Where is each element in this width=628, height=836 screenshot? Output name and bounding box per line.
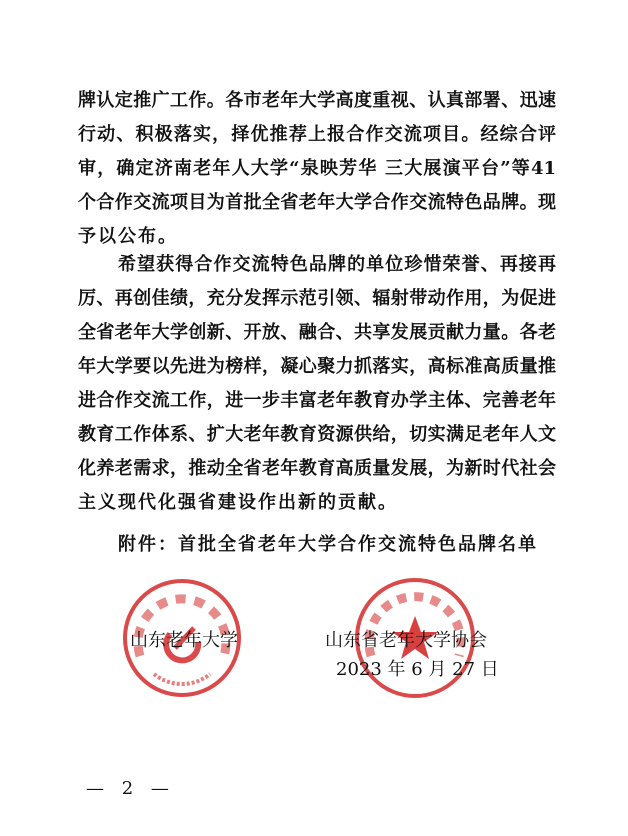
paragraph-2-line-3: 全省老年大学创新、开放、融合、共享发展贡献力量。各老 [78, 322, 556, 343]
paragraph-2-line-4: 年大学要以先进为榜样，凝心聚力抓落实，高标准高质量推 [78, 356, 556, 377]
page-number: — 2 — [86, 778, 175, 799]
attachment-note: 附件：首批全省老年大学合作交流特色品牌名单 [118, 534, 538, 555]
paragraph-1-line-5: 予以公布。 [78, 226, 178, 247]
signature-left-org: 山东老年大学 [130, 630, 238, 651]
signature-right-org: 山东省老年大学协会 [325, 630, 487, 651]
paragraph-1-line-1: 牌认定推广工作。各市老年大学高度重视、认真部署、迅速 [78, 90, 556, 111]
paragraph-2-line-8: 主义现代化强省建设作出新的贡献。 [78, 492, 398, 513]
paragraph-1-line-3: 审，确定济南老年人大学“泉映芳华 三大展演平台”等41 [78, 158, 556, 179]
paragraph-1-line-4: 个合作交流项目为首批全省老年大学合作交流特色品牌。现 [78, 192, 556, 213]
paragraph-2-line-5: 进合作交流工作，进一步丰富老年教育办学主体、完善老年 [78, 390, 556, 411]
signature-date: 2023 年 6 月 27 日 [336, 659, 499, 680]
paragraph-1-line-2: 行动、积极落实，择优推荐上报合作交流项目。经综合评 [78, 124, 556, 145]
paragraph-2-line-1: 希望获得合作交流特色品牌的单位珍惜荣誉、再接再 [118, 254, 556, 275]
paragraph-2-line-6: 教育工作体系、扩大老年教育资源供给，切实满足老年人文 [78, 424, 556, 445]
paragraph-2-line-2: 厉、再创佳绩，充分发挥示范引领、辐射带动作用，为促进 [78, 288, 556, 309]
paragraph-2-line-7: 化养老需求，推动全省老年教育高质量发展，为新时代社会 [78, 458, 556, 479]
